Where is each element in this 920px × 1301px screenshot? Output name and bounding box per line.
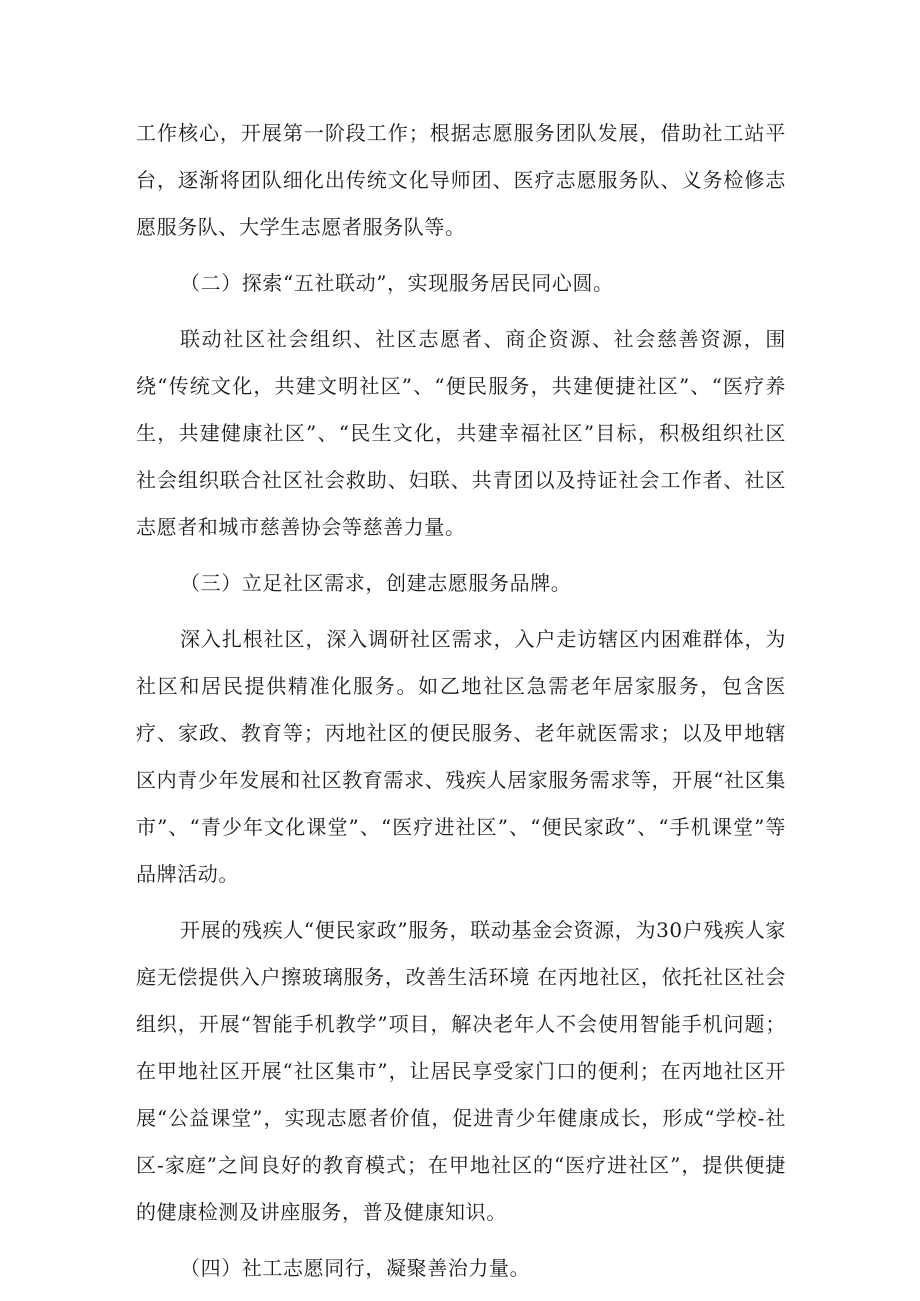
paragraph-disabled-housekeeping: 开展的残疾人“便民家政”服务，联动基金会资源，为30户残疾人家庭无偿提供入户擦玻璃服务，改善生活环境 在丙地社区，依托社区社会组织，开展“智能手机教学”项目，解决老年人不会使用智能手机问题；在甲地社区开展“社区集市”，让居民享受家门口的便利；在丙地社区开展“公益课堂”，实现志愿者价值，促进青少年健康成长，形成“学校-社区-家庭”之间良好的教育模式；在甲地社区的“医疗进社区”，提供便捷的健康检测及讲座服务，普及健康知识。 xyxy=(136,918,786,1224)
document-body xyxy=(136,110,786,1301)
paragraph-five-community-linkage: 联动社区社会组织、社区志愿者、商企资源、社会慈善资源，围绕“传统文化，共建文明社区”、“便民服务，共建便捷社区”、“医疗养生，共建健康社区”、“民生文化，共建幸福社区”目标，积极组织社区社会组织联合社区社会救助、妇联、共青团以及持证社会工作者、社区志愿者和城市慈善协会等慈善力量。 xyxy=(136,327,786,539)
paragraph-community-needs: 深入扎根社区，深入调研社区需求，入户走访辖区内困难群体，为社区和居民提供精准化服务。如乙地社区急需老年居家服务，包含医疗、家政、教育等；丙地社区的便民服务、老年就医需求；以及甲地辖区内青少年发展和社区教育需求、残疾人居家服务需求等，开展“社区集市”、“青少年文化课堂”、“医疗进社区”、“便民家政”、“手机课堂”等品牌活动。 xyxy=(136,627,786,886)
section-heading-4: （四）社工志愿同行，凝聚善治力量。 xyxy=(180,1256,531,1280)
paragraph-continuation: 工作核心，开展第一阶段工作；根据志愿服务团队发展，借助社工站平台，逐渐将团队细化出传统文化导师团、医疗志愿服务队、义务检修志愿服务队、大学生志愿者服务队等。 xyxy=(136,121,786,239)
section-heading-3: （三）立足社区需求，创建志愿服务品牌。 xyxy=(180,571,572,595)
section-heading-2: （二）探索“五社联动”，实现服务居民同心圆。 xyxy=(180,271,614,295)
